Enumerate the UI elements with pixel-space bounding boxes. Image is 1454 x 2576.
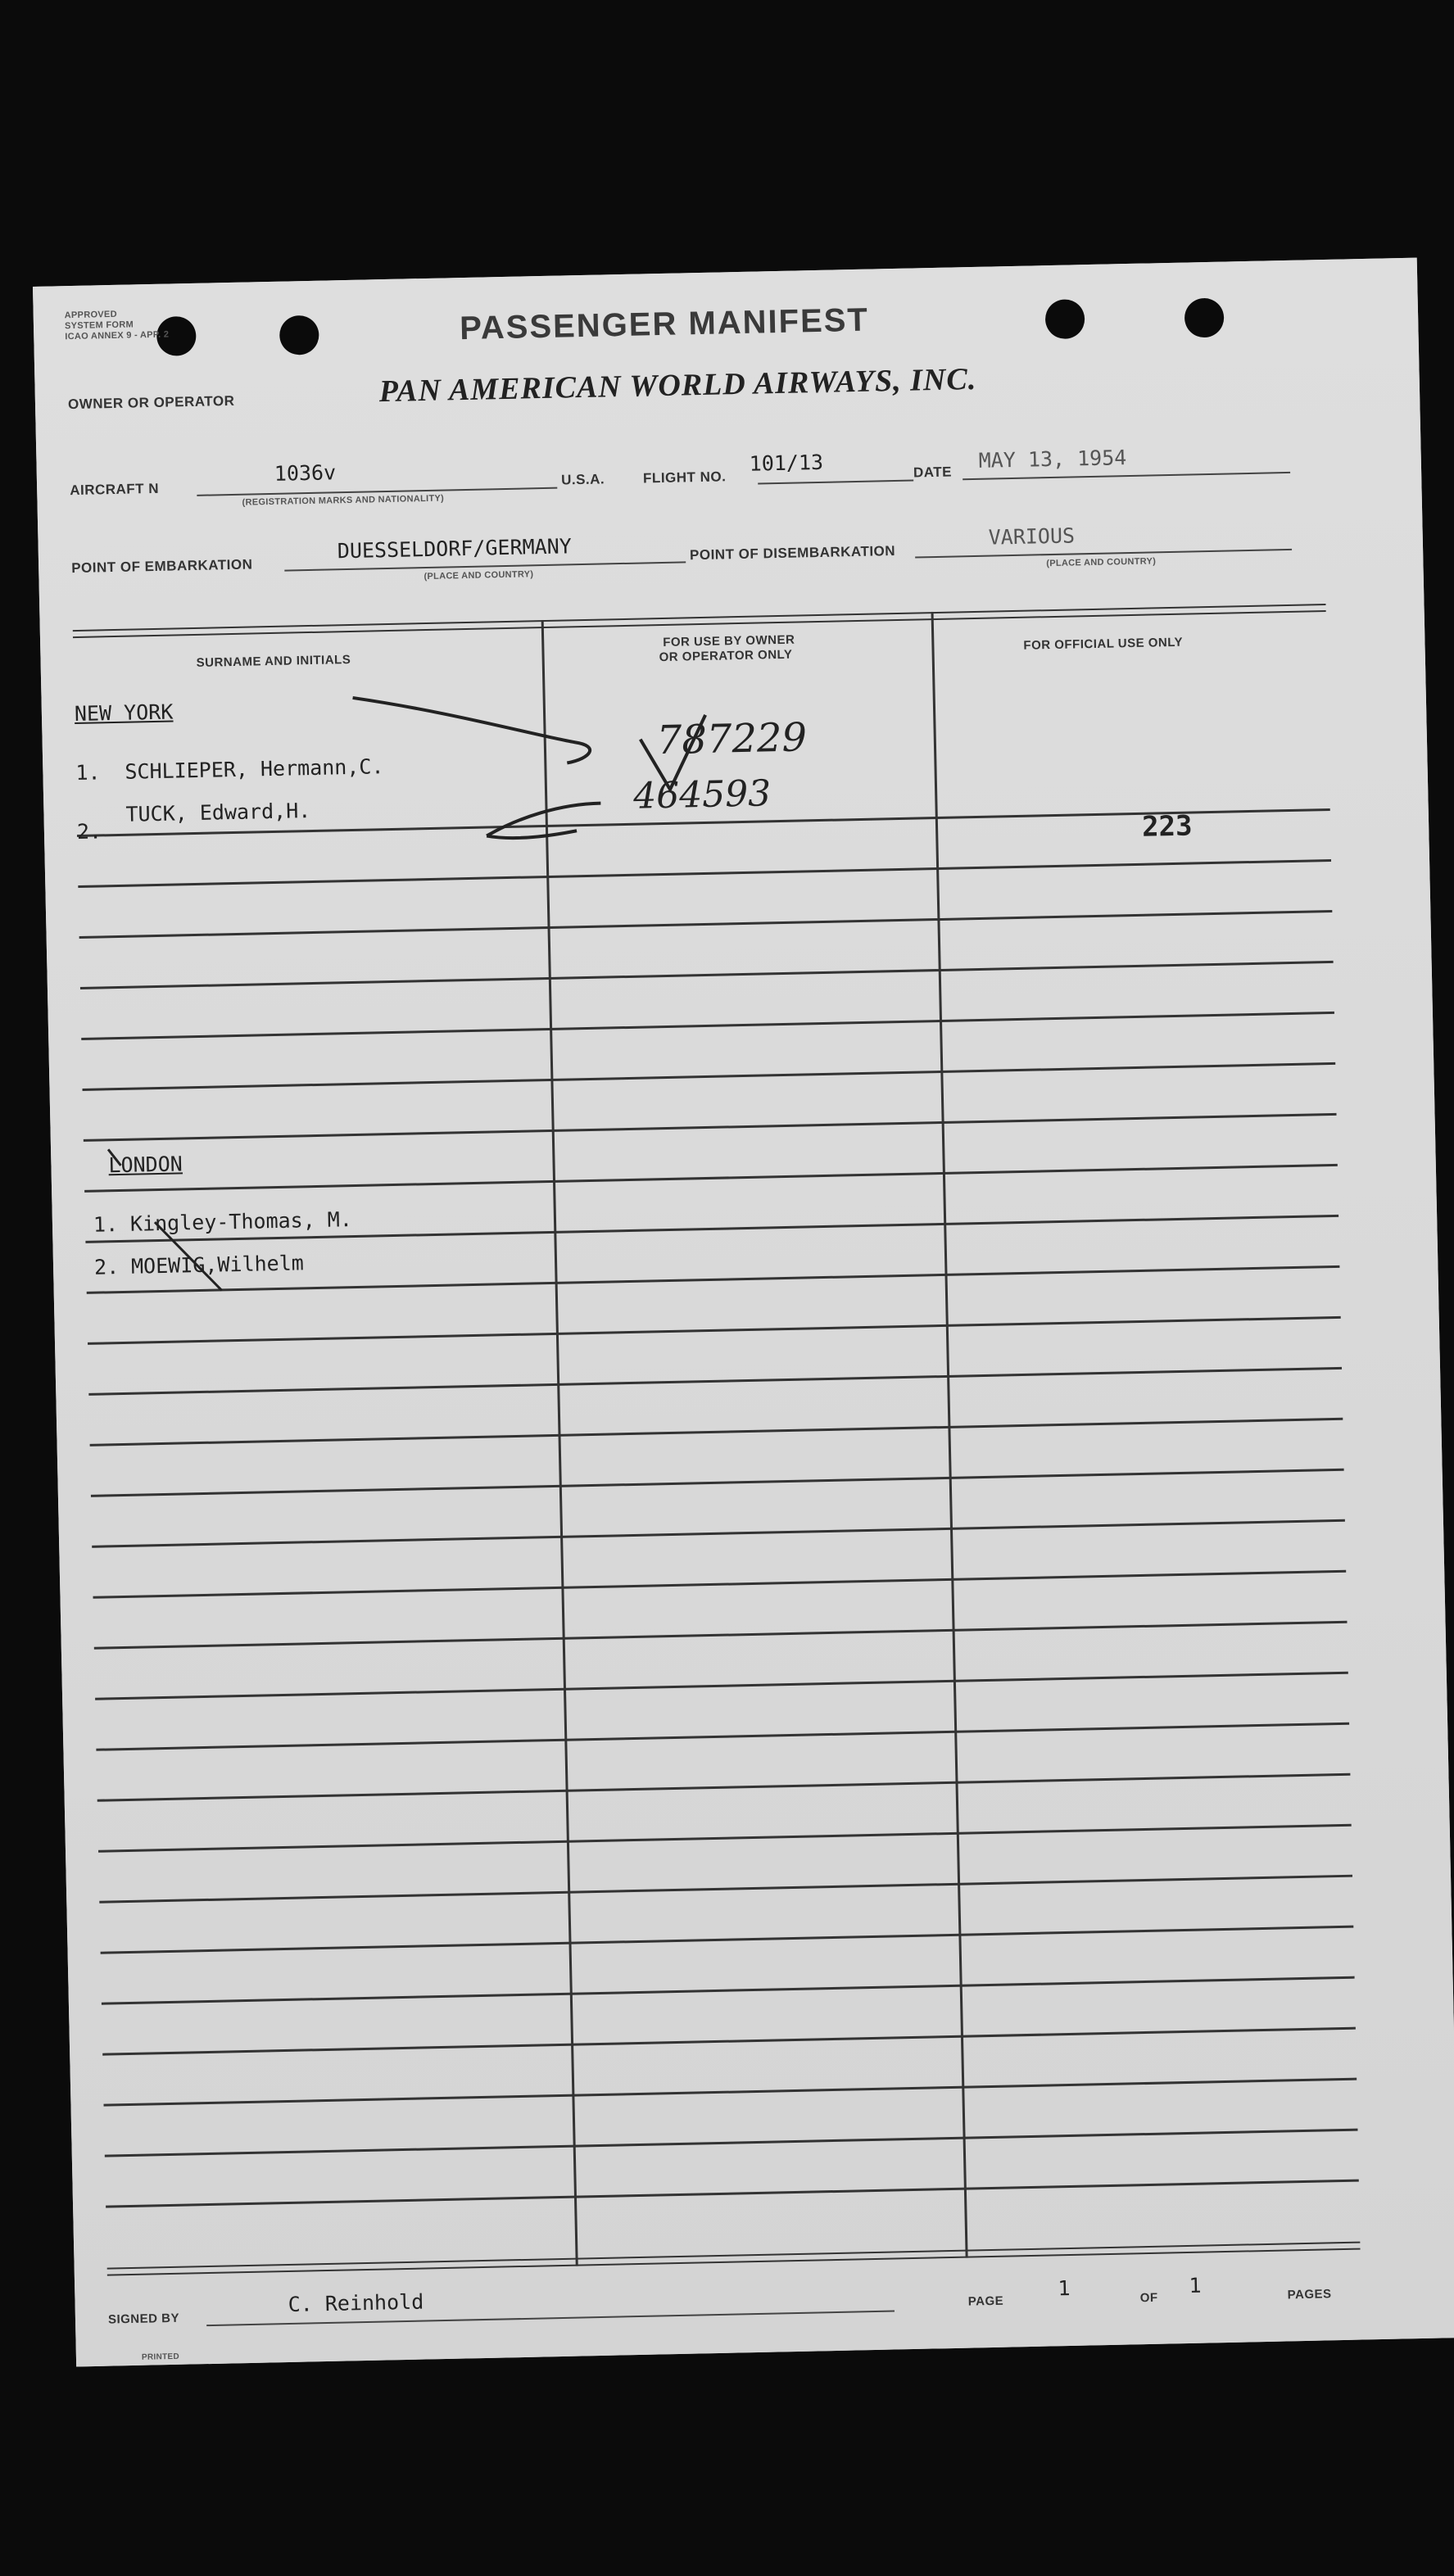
column-header-official-use: FOR OFFICIAL USE ONLY xyxy=(1023,635,1184,653)
passenger-number: 1. xyxy=(75,760,101,785)
embarkation-caption: (PLACE AND COUNTRY) xyxy=(424,569,534,582)
embarkation-value: DUESSELDORF/GERMANY xyxy=(337,534,573,564)
passenger-number: 2. xyxy=(76,819,102,844)
of-label: OF xyxy=(1139,2290,1158,2306)
passenger-name: Kingley-Thomas, M. xyxy=(129,1207,353,1236)
passenger-name: SCHLIEPER, Hermann,C. xyxy=(125,754,384,784)
punch-hole xyxy=(1184,298,1225,338)
embarkation-label: POINT OF EMBARKATION xyxy=(71,556,253,577)
approval-line-1: APPROVED xyxy=(64,309,117,321)
destination-new-york: NEW YORK xyxy=(74,699,174,727)
owner-label: OWNER OR OPERATOR xyxy=(67,392,235,413)
aircraft-value: 1036v xyxy=(274,460,337,486)
flight-label: FLIGHT NO. xyxy=(642,469,727,487)
manifest-sheet xyxy=(33,258,1454,2367)
punch-hole xyxy=(1045,299,1085,339)
disembarkation-label: POINT OF DISEMBARKATION xyxy=(689,543,896,564)
handwritten-number-2: 464593 xyxy=(632,772,772,817)
date-value: MAY 13, 1954 xyxy=(978,446,1127,473)
signed-by-value: C. Reinhold xyxy=(288,2289,424,2317)
aircraft-label: AIRCRAFT N xyxy=(70,480,160,499)
registration-caption: (REGISTRATION MARKS AND NATIONALITY) xyxy=(242,493,445,508)
page-title: PASSENGER MANIFEST xyxy=(459,301,870,347)
column-header-owner-use-1: FOR USE BY OWNER xyxy=(663,632,795,650)
operator-name: PAN AMERICAN WORLD AIRWAYS, INC. xyxy=(378,361,977,410)
page-number: 1 xyxy=(1058,2276,1071,2301)
signed-by-label: SIGNED BY xyxy=(107,2311,180,2327)
column-header-surname: SURNAME AND INITIALS xyxy=(196,652,351,670)
passenger-number: 2. xyxy=(93,1255,120,1279)
pages-label: PAGES xyxy=(1287,2287,1332,2302)
handwritten-number-1: 787229 xyxy=(656,714,808,764)
handwritten-marks xyxy=(73,604,1342,1367)
approval-line-3: ICAO ANNEX 9 - APP. 2 xyxy=(65,329,170,342)
column-header-owner-use-2: OR OPERATOR ONLY xyxy=(659,647,793,665)
printed-mark: PRINTED xyxy=(141,2352,180,2362)
of-value: 1 xyxy=(1189,2273,1202,2298)
punch-hole xyxy=(279,315,319,355)
passenger-name: TUCK, Edward,H. xyxy=(125,799,311,826)
disembarkation-value: VARIOUS xyxy=(988,523,1076,550)
flight-value: 101/13 xyxy=(749,450,824,476)
manifest-table xyxy=(73,604,1361,2276)
disembarkation-caption: (PLACE AND COUNTRY) xyxy=(1046,556,1157,569)
page-label: PAGE xyxy=(967,2293,1004,2309)
passenger-number: 1. xyxy=(93,1212,119,1237)
destination-london: LONDON xyxy=(108,1152,183,1178)
stamp-number: 223 xyxy=(1141,809,1193,844)
passenger-name: MOEWIG,Wilhelm xyxy=(130,1251,305,1279)
date-label: DATE xyxy=(913,464,953,481)
usa-label: U.S.A. xyxy=(560,471,605,488)
approval-line-2: SYSTEM FORM xyxy=(64,319,134,332)
